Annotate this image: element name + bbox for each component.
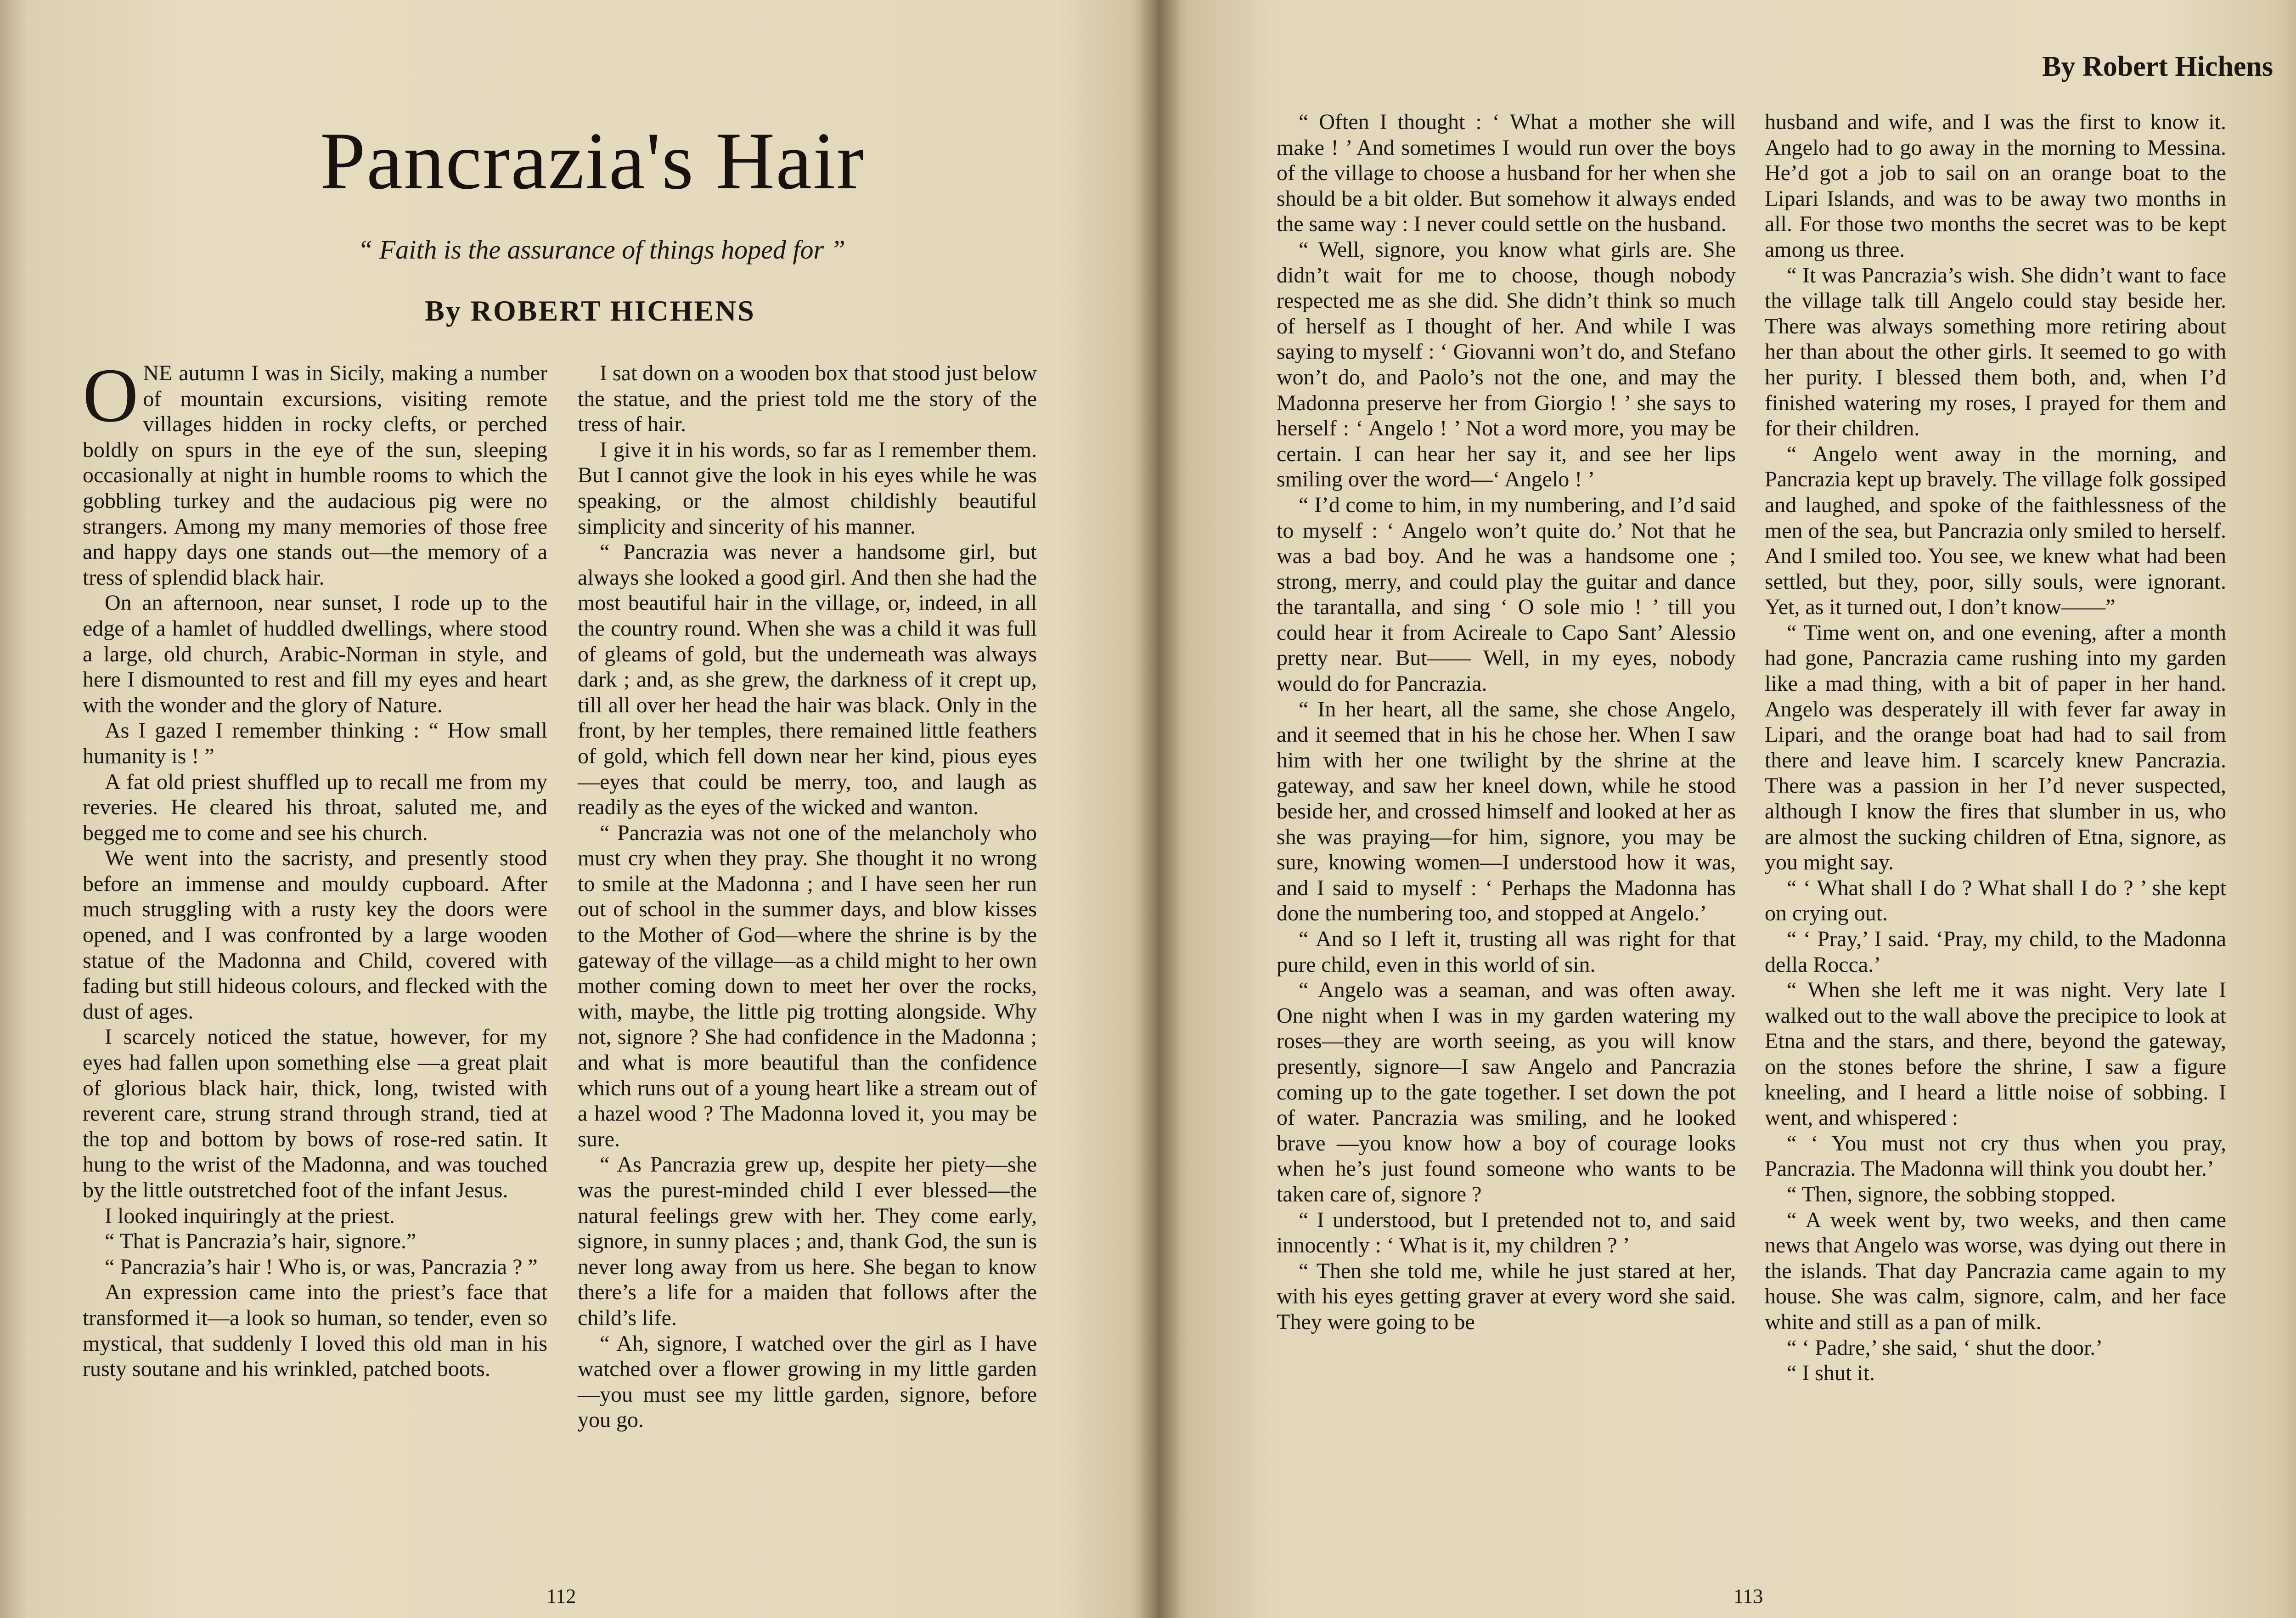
paragraph: “ Then she told me, while he just stared at her, with his eyes getting graver at every word she said. They were going to be [1277, 1258, 1736, 1334]
paragraph: “ Pancrazia’s hair ! Who is, or was, Pancrazia ? ” [105, 1254, 538, 1279]
paragraph: I give it in his words, so far as I remember them. But I cannot give the look in his eyes while he was speaking, or the almost childishly beautiful simplicity and sincerity of his manner. [578, 437, 1037, 539]
story-title: Pancrazia's Hair [320, 115, 865, 206]
paragraph: “ ‘ Padre,’ she said, ‘ shut the door.’ [1787, 1335, 2103, 1360]
paragraph: “ When she left me it was night. Very late I walked out to the wall above the precipice to look at Etna and the stars, and there, beyond the gateway, on the stones before the shrine, I saw a figure kneeling, and I heard a little noise of sobbing. I went, and whispered : [1765, 978, 2226, 1130]
paragraph: “ Then, signore, the sobbing stopped. [1787, 1182, 2116, 1206]
paragraph: “ That is Pancrazia’s hair, signore.” [105, 1229, 416, 1254]
right-page [1157, 0, 2296, 1618]
paragraph: “ ‘ What shall I do ? What shall I do ? ’ she kept on crying out. [1765, 875, 2226, 926]
paragraph: “ ‘ You must not cry thus when you pray, Pancrazia. The Madonna will think you doubt her.’ [1765, 1131, 2226, 1181]
running-head: By Robert Hichens [2042, 51, 2273, 82]
paragraph: “ Well, signore, you know what girls are. She didn’t wait for me to choose, though nobody respected me as she did. She didn’t think so much of herself as I thought of her. And while I was saying to myself : ‘ Giovanni won’t do, and Stefano won’t do, and Paolo’s not the one, and may the Madonna preserve her from Giorgio ! ’ she says to herself : ‘ Angelo ! ’ Not a word more, you may be certain. I can hear her say it, and see her lips smiling over the word—‘ Angelo ! ’ [1277, 237, 1736, 492]
column-4 [1765, 109, 2226, 1386]
page-number-left: 112 [546, 1585, 576, 1607]
paragraph: “ I’d come to him, in my numbering, and I’d said to myself : ‘ Angelo won’t quite do.’ Not that he was a bad boy. And he was a handsome one ; strong, merry, and could play the guitar and dance the tarantalla, and sing ‘ O sole mio ! ’ till you could hear it from Acireale to Capo Sant’ Alessio pretty near. But—— Well, in my eyes, nobody would do for Pancrazia. [1277, 492, 1736, 696]
paragraph: “ ‘ Pray,’ I said. ‘Pray, my child, to the Madonna della Rocca.’ [1765, 927, 2226, 977]
paragraph: I looked inquiringly at the priest. [105, 1203, 395, 1228]
paragraph: We went into the sacristy, and presently stood before an immense and mouldy cupboard. After much struggling with a rusty key the doors were opened, and I was confronted by a large wooden statue of the Madonna and Child, covered with fading but still hideous colours, and flecked with the dust of ages. [83, 846, 547, 1024]
paragraph: “ Angelo was a seaman, and was often away. One night when I was in my garden watering my roses—they are worth seeing, as you will know presently, signore—I saw Angelo and Pancrazia coming up to the gate together. I set down the pot of water. Pancrazia was smiling, and he looked brave —you know how a boy of courage looks when he’s just found someone who wants to be taken care of, signore ? [1277, 978, 1736, 1206]
column-3 [1277, 109, 1736, 1335]
paragraph: ONE autumn I was in Sicily, making a number of mountain excursions, visiting remote villages hidden in rocky clefts, or perched boldly on spurs in the eye of the sun, sleeping occasionally at night in humble rooms to which the gobbling turkey and the audacious pig were no strangers. Among my many memories of those free and happy days one stands out—the memory of a tress of splendid black hair. [83, 353, 547, 590]
paragraph: “ As Pancrazia grew up, despite her piety—she was the purest-minded child I ever blessed—the natural feelings grew with her. They come early, signore, in sunny places ; and, thank God, the sun is never long away from us here. She began to know there’s a life for a maiden that follows after the child’s life. [578, 1152, 1037, 1330]
paragraph: A fat old priest shuffled up to recall me from my reveries. He cleared his throat, saluted me, and begged me to come and see his church. [83, 769, 547, 845]
paragraph: I sat down on a wooden box that stood just below the statue, and the priest told me the story of the tress of hair. [578, 361, 1037, 437]
paragraph: I scarcely noticed the statue, however, for my eyes had fallen upon something else —a great plait of glorious black hair, thick, long, twisted with reverent care, strung strand through strand, tied at the top and bottom by bows of rose-red satin. It hung to the wrist of the Madonna, and was touched by the little outstretched foot of the infant Jesus. [83, 1025, 547, 1202]
book-gutter [1139, 0, 1180, 1618]
column-1 [83, 353, 547, 1382]
paragraph: “ And so I left it, trusting all was right for that pure child, even in this world of sin. [1277, 927, 1736, 977]
paragraph: “ Ah, signore, I watched over the girl as I have watched over a flower growing in my little garden—you must see my little garden, signore, before you go. [578, 1331, 1037, 1432]
paragraph: husband and wife, and I was the first to know it. Angelo had to go away in the morning to Messina. He’d got a job to sail on an orange boat to the Lipari Islands, and was to be away two months in all. For those two months the secret was to be kept among us three. [1765, 110, 2226, 262]
column-2 [578, 361, 1037, 1433]
paragraph: “ A week went by, two weeks, and then came news that Angelo was worse, was dying out there in the islands. That day Pancrazia came again to my house. She was calm, signore, calm, and her face white and still as a pan of milk. [1765, 1207, 2226, 1334]
paragraph: “ In her heart, all the same, she chose Angelo, and it seemed that in his he chose her. When I saw him with her one twilight by the shrine at the gateway, and saw her kneel down, while he stood beside her, and crossed himself and looked at her as she was praying—for him, signore, you may be sure, knowing women—I understood how it was, and I said to myself : ‘ Perhaps the Madonna has done the numbering too, and stopped at Angelo.’ [1277, 697, 1736, 926]
paragraph: “ Pancrazia was not one of the melancholy who must cry when they pray. She thought it no wrong to smile at the Madonna ; and I have seen her run out of school in the summer days, and blow kisses to the Mother of God—where the shrine is by the gateway of the village—as a child might to her own mother coming down to meet her over the rocks, with, maybe, the little pig trotting alongside. Why not, signore ? She had confidence in the Madonna ; and what is more beautiful than the confidence which runs out of a young heart like a stream out of a hazel wood ? The Madonna loved it, you may be sure. [578, 820, 1037, 1151]
paragraph: As I gazed I remember thinking : “ How small humanity is ! ” [83, 718, 547, 768]
byline: By ROBERT HICHENS [425, 294, 755, 327]
paragraph: An expression came into the priest’s face that transformed it—a look so human, so tender, even so mystical, that suddenly I loved this old man in his rusty soutane and his wrinkled, patched boots. [83, 1280, 547, 1381]
paragraph: “ I understood, but I pretended not to, and said innocently : ‘ What is it, my children ? ’ [1277, 1207, 1736, 1258]
paragraph: “ Often I thought : ‘ What a mother she will make ! ’ And sometimes I would run over the boys of the village to choose a husband for her when she should be a bit older. But somehow it always ended the same way : I never could settle on the husband. [1277, 110, 1736, 237]
drop-cap: O [83, 353, 139, 438]
paragraph: “ Time went on, and one evening, after a month had gone, Pancrazia came rushing into my garden like a mad thing, with a bit of paper in her hand. Angelo was desperately ill with fever far away in Lipari, and the orange boat had had to sail from there and leave him. I scarcely knew Pancrazia. There was a passion in her I’d never suspected, although I know the fires that slumber in us, who are almost the sucking children of Etna, signore, as you might say. [1765, 620, 2226, 875]
paragraph: “ Angelo went away in the morning, and Pancrazia kept up bravely. The village folk gossiped and laughed, and spoke of the faithlessness of the men of the sea, but Pancrazia only smiled to herself. And I smiled too. You see, we knew what had been settled, but they, poor, silly souls, were ignorant. Yet, as it turned out, I don’t know——” [1765, 441, 2226, 620]
paragraph: “ I shut it. [1787, 1361, 1875, 1386]
paragraph: “ Pancrazia was never a handsome girl, but always she looked a good girl. And then she had the most beautiful hair in the village, or, indeed, in all the country round. When she was a child it was full of gleams of gold, but the underneath was always dark ; and, as she grew, the darkness of it crept up, till all over her head the hair was black. Only in the front, by her temples, there remained little feathers of gold, which fell down near her kind, pious eyes—eyes that could be merry, too, and laugh as readily as the eyes of the wicked and wanton. [578, 540, 1037, 820]
paragraph: “ It was Pancrazia’s wish. She didn’t want to face the village talk till Angelo could stay beside her. There was always something more retiring about her than about the other girls. It seemed to go with her purity. I blessed them both, and, when I’d finished watering my roses, I prayed for them and for their children. [1765, 263, 2226, 441]
paragraph: On an afternoon, near sunset, I rode up to the edge of a hamlet of huddled dwellings, where stood a large, old church, Arabic-Norman in style, and here I dismounted to rest and fill my eyes and heart with the wonder and the glory of Nature. [83, 591, 547, 717]
page-number-right: 113 [1733, 1585, 1763, 1607]
epigraph: “ Faith is the assurance of things hoped for ” [358, 235, 845, 265]
